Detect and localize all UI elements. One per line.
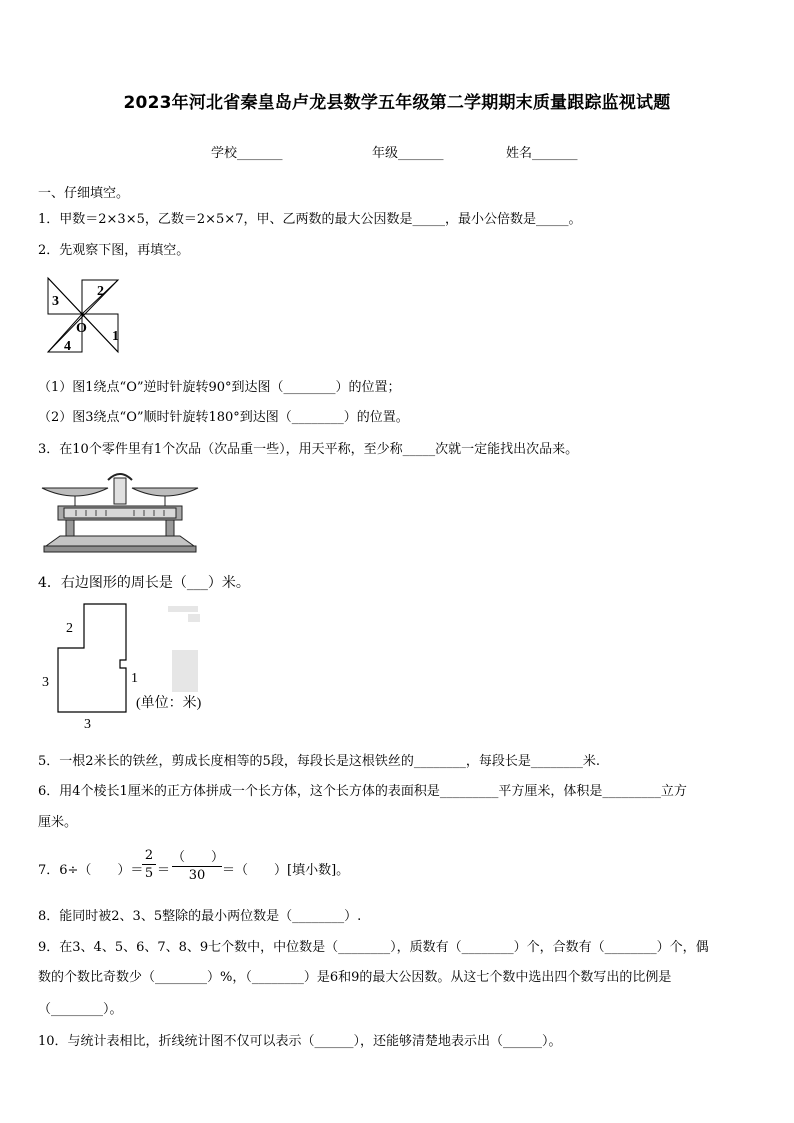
question-1: 1．甲数＝2×3×5，乙数＝2×5×7，甲、乙两数的最大公因数是_____，最小公倍数是_____。 [38, 212, 582, 227]
balance-scale-image [40, 466, 200, 554]
question-10: 10．与统计表相比，折线统计图不仅可以表示（______），还能够清楚地表示出（______）。 [38, 1034, 562, 1049]
question-3: 3．在10个零件里有1个次品（次品重一些），用天平称，至少称_____次就一定能找出次品来。 [38, 442, 579, 457]
school-field: 学校_______ [211, 146, 283, 161]
question-6-line-1: 6．用4个棱长1厘米的正方体拼成一个长方体，这个长方体的表面积是_________平方厘米，体积是_________立方 [38, 784, 687, 799]
shape-label-left: 3 [42, 675, 49, 690]
question-8: 8．能同时被2、3、5整除的最小两位数是（________）. [38, 909, 362, 924]
question-9-line-2: 数的个数比奇数少（________）%，（________）是6和9的最大公因数。从这七个数中选出四个数写出的比例是 [38, 970, 672, 985]
fraction-2-bar [172, 866, 222, 867]
question-2-part-2: （2）图3绕点“O”顺时针旋转180°到达图（________）的位置。 [38, 410, 409, 425]
name-field: 姓名_______ [506, 146, 578, 161]
pinwheel-figure [42, 274, 132, 358]
pinwheel-label-3: 3 [52, 294, 59, 309]
question-2-part-1: （1）图1绕点“O”逆时针旋转90°到达图（________）的位置； [38, 380, 401, 395]
shape-label-top: 2 [66, 621, 73, 636]
question-5: 5．一根2米长的铁丝，剪成长度相等的5段，每段长是这根铁丝的________，每段长是________米. [38, 754, 600, 769]
question-9-line-1: 9．在3、4、5、6、7、8、9七个数中，中位数是（________），质数有（________）个，合数有（________）个，偶 [38, 940, 709, 955]
question-7-suffix: ＝（ ）[填小数]。 [222, 863, 350, 878]
section-heading: 一、仔细填空。 [38, 186, 130, 201]
fraction-1-numerator: 2 [144, 848, 154, 863]
shape-unit-label: (单位：米) [136, 696, 202, 711]
step-shape-figure [38, 600, 228, 732]
pinwheel-label-2: 2 [97, 284, 104, 299]
question-2: 2．先观察下图，再填空。 [38, 243, 190, 258]
fraction-1-denominator: 5 [144, 866, 154, 881]
question-6-line-2: 厘米。 [38, 815, 78, 830]
fraction-1-bar [142, 864, 156, 865]
pinwheel-label-4: 4 [64, 339, 71, 354]
fraction-1 [142, 848, 156, 881]
question-9-line-3: （________）。 [38, 1002, 123, 1017]
page-title: 2023年河北省秦皇岛卢龙县数学五年级第二学期期末质量跟踪监视试题 [123, 93, 671, 113]
grade-field: 年级_______ [372, 146, 444, 161]
fraction-2-numerator: （ ） [172, 850, 225, 865]
fraction-2 [172, 846, 225, 883]
shape-label-right: 1 [131, 671, 138, 686]
shape-label-bottom: 3 [84, 717, 91, 732]
question-4: 4．右边图形的周长是（___）米。 [38, 575, 250, 591]
pinwheel-label-o: O [76, 321, 87, 336]
question-7-equals: ＝ [157, 863, 171, 878]
question-7-prefix: 7．6÷（ ）＝ [38, 863, 144, 878]
fraction-2-denominator: 30 [188, 868, 206, 883]
pinwheel-label-1: 1 [112, 329, 119, 344]
